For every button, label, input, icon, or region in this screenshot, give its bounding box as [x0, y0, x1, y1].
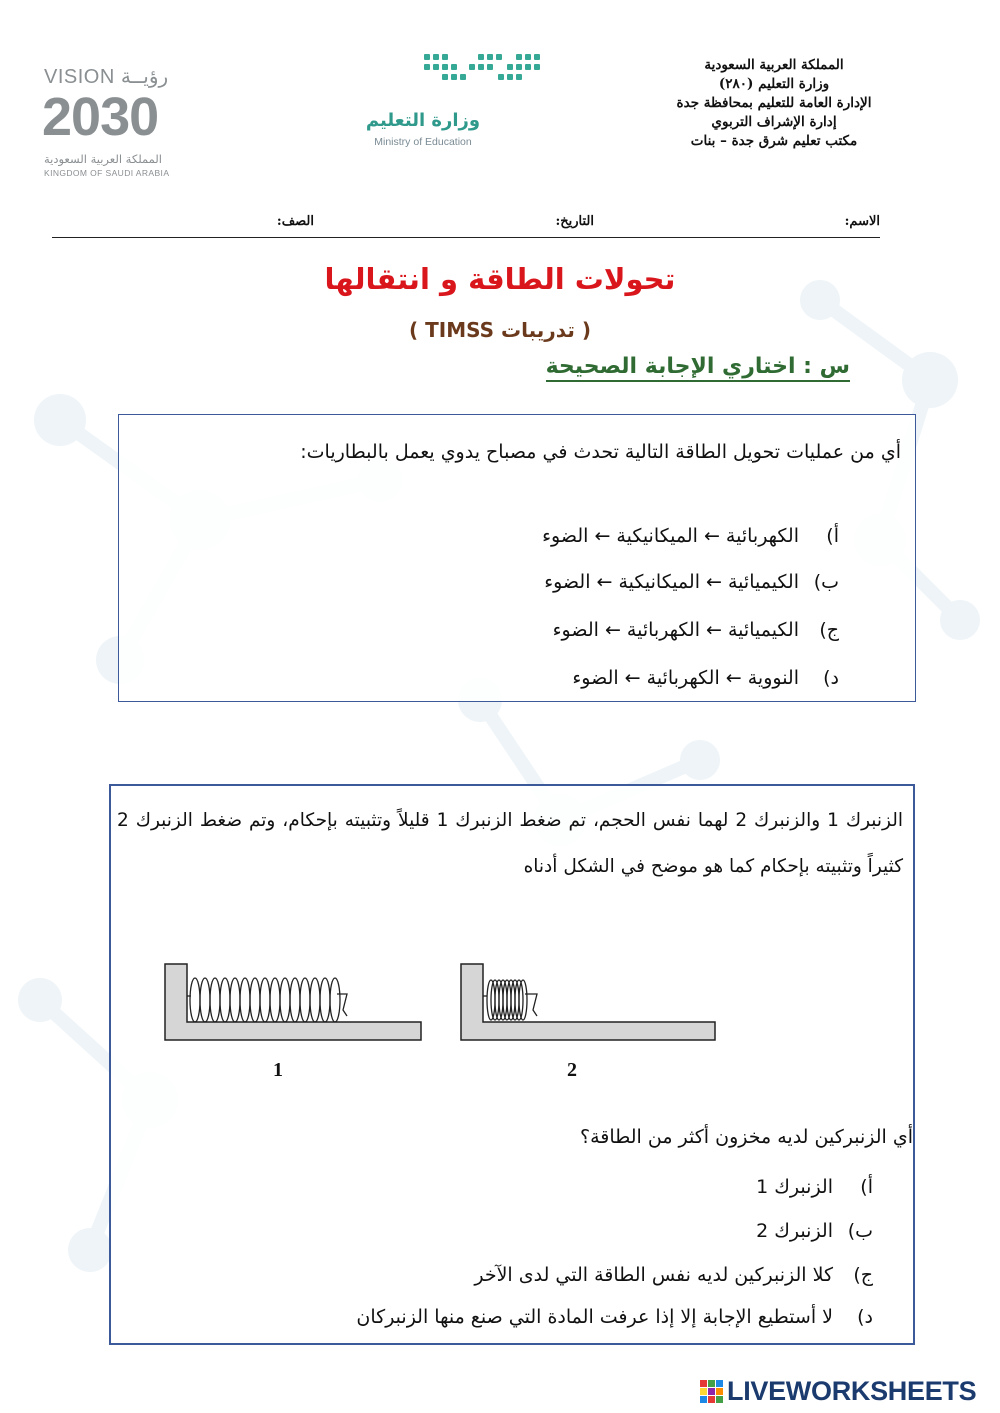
spring-1-coil-icon: [187, 978, 347, 1022]
moe-english-name: Ministry of Education: [374, 136, 472, 148]
moe-dots-icon: [422, 52, 542, 86]
worksheet-subtitle: ( تدريبات TIMSS ): [409, 318, 591, 342]
name-label: الاسم:: [844, 214, 880, 229]
question-1-box: [118, 414, 916, 702]
option-letter: أ): [860, 1176, 873, 1198]
spring-1-apparatus: [165, 964, 421, 1081]
spring-2-coil-icon: [483, 980, 537, 1020]
springs-figure: [161, 958, 721, 1118]
vision-top-text: VISION رؤيــة: [44, 66, 169, 88]
option-letter: أ): [826, 525, 839, 547]
question-2-option-d[interactable]: [356, 1306, 873, 1328]
option-letter: ب): [813, 571, 839, 593]
question-1-option-b[interactable]: [544, 571, 839, 593]
spring-2-label: 2: [567, 1059, 577, 1081]
option-text: الكهربائية ← الميكانيكية ← الضوء: [542, 525, 799, 547]
option-letter: د): [857, 1306, 873, 1328]
question-2-option-a[interactable]: [756, 1176, 873, 1198]
class-label: الصف:: [276, 214, 314, 229]
institution-header: [644, 56, 904, 151]
instruction-heading: س : اختاري الإجابة الصحيحة: [546, 354, 850, 382]
option-letter: ب): [847, 1220, 873, 1242]
question-2-option-b[interactable]: [756, 1220, 873, 1242]
option-text: الزنبرك 2: [756, 1220, 833, 1242]
vision-number: 2030: [42, 87, 159, 147]
header-line-supervision: إدارة الإشراف التربوي: [711, 114, 837, 130]
date-label: التاريخ:: [555, 214, 594, 229]
vision-english-text: KINGDOM OF SAUDI ARABIA: [44, 168, 170, 178]
question-2-option-c[interactable]: [474, 1264, 873, 1286]
option-letter: ج): [819, 619, 839, 641]
header-line-ministry: وزارة التعليم (٢٨٠): [718, 76, 830, 92]
header-line-office: مكتب تعليم شرق جدة – بنات: [690, 133, 858, 149]
question-1-stem: أي من عمليات تحويل الطاقة التالية تحدث في مصباح يدوي يعمل بالبطاريات:: [300, 441, 901, 463]
liveworksheets-logo-icon: [700, 1380, 724, 1404]
vision-2030-logo: [40, 64, 200, 180]
option-text: الزنبرك 1: [756, 1176, 833, 1198]
option-text: كلا الزنبركين لديه نفس الطاقة التي لدى الآخر: [474, 1264, 833, 1286]
option-text: النووية ← الكهربائية ← الضوء: [572, 667, 799, 689]
question-1-option-d[interactable]: [572, 667, 839, 689]
question-2-stem: الزنبرك 1 والزنبرك 2 لهما نفس الحجم، تم ضغط الزنبرك 1 قليلاً وتثبيته بإحكام، وتم ضغط الزنبرك 2 كثيراً وتثبيته بإحكام كما هو موضح في الشكل أدناه: [117, 810, 903, 877]
question-1-option-c[interactable]: [553, 619, 839, 641]
question-2-ask: أي الزنبركين لديه مخزون أكثر من الطاقة؟: [580, 1126, 913, 1148]
ministry-of-education-logo: [360, 52, 550, 152]
option-letter: د): [823, 667, 839, 689]
option-text: الكيميائية ← الميكانيكية ← الضوء: [544, 571, 799, 593]
option-letter: ج): [853, 1264, 873, 1286]
spring-1-label: 1: [273, 1059, 283, 1081]
header-line-directorate: الإدارة العامة للتعليم بمحافظة جدة: [676, 95, 872, 111]
moe-arabic-name: وزارة التعليم: [365, 110, 481, 131]
student-info-row: [52, 210, 880, 238]
question-2-box: [109, 784, 915, 1345]
vision-arabic-text: المملكة العربية السعودية: [44, 152, 162, 166]
option-text: لا أستطيع الإجابة إلا إذا عرفت المادة التي صنع منها الزنبركان: [356, 1306, 833, 1328]
spring-2-apparatus: [461, 964, 715, 1081]
liveworksheets-brand: [700, 1376, 996, 1406]
question-1-option-a[interactable]: [542, 525, 839, 547]
worksheet-title: تحولات الطاقة و انتقالها: [324, 262, 676, 296]
header-line-country: المملكة العربية السعودية: [704, 57, 844, 73]
option-text: الكيميائية ← الكهربائية ← الضوء: [552, 619, 799, 641]
liveworksheets-text: LIVEWORKSHEETS: [727, 1376, 977, 1406]
